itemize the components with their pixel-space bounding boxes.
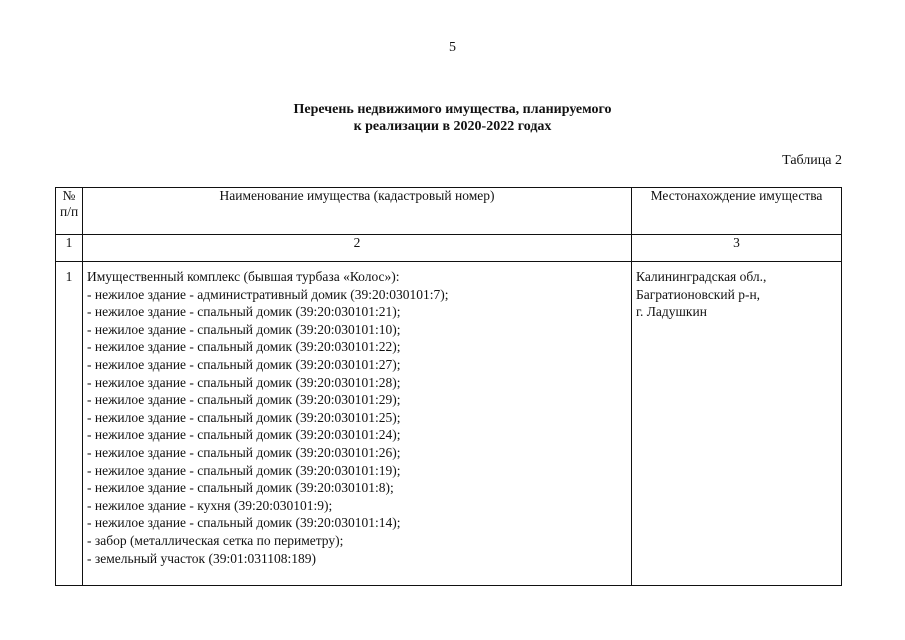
table-row — [56, 262, 842, 586]
property-line: - забор (металлическая сетка по периметру); — [87, 532, 344, 548]
header-number — [56, 188, 83, 235]
header-number-symbol: № — [62, 188, 76, 203]
column-index-1: 1 — [56, 235, 83, 262]
table-label: Таблица 2 — [782, 153, 842, 168]
property-line: - нежилое здание - спальный домик (39:20:030101:14); — [87, 515, 401, 531]
property-line: - нежилое здание - спальный домик (39:20:030101:8); — [87, 480, 394, 496]
document-title-line-1: Перечень недвижимого имущества, планируемого — [293, 102, 612, 117]
column-index-2: 2 — [83, 235, 632, 262]
header-location: Местонахождение имущества — [632, 188, 842, 235]
table-header-row — [56, 188, 842, 235]
property-line: - нежилое здание - спальный домик (39:20:030101:22); — [87, 339, 401, 355]
header-number-abbr: п/п — [60, 204, 79, 219]
location-line: г. Ладушкин — [636, 304, 707, 320]
row-number: 1 — [56, 262, 83, 586]
property-line: - нежилое здание - спальный домик (39:20:030101:21); — [87, 304, 401, 320]
property-line: - нежилое здание - спальный домик (39:20:030101:27); — [87, 356, 401, 372]
property-name-cell — [83, 262, 632, 586]
property-line: - нежилое здание - спальный домик (39:20:030101:19); — [87, 462, 401, 478]
property-line: Имущественный комплекс (бывшая турбаза «Колос»): — [87, 269, 400, 284]
document-title — [0, 101, 905, 135]
property-line: - нежилое здание - спальный домик (39:20:030101:28); — [87, 374, 401, 390]
location-line: Калининградская обл., — [636, 269, 767, 284]
column-index-row — [56, 235, 842, 262]
property-line: - нежилое здание - административный домик (39:20:030101:7); — [87, 286, 449, 302]
property-table — [55, 187, 842, 586]
location-line: Багратионовский р-н, — [636, 286, 761, 302]
document-title-line-2: к реализации в 2020-2022 годах — [353, 119, 552, 134]
property-line: - нежилое здание - спальный домик (39:20:030101:25); — [87, 409, 401, 425]
property-location-cell — [632, 262, 842, 586]
column-index-3: 3 — [632, 235, 842, 262]
page-number: 5 — [449, 40, 456, 55]
property-line: - нежилое здание - спальный домик (39:20:030101:24); — [87, 427, 401, 443]
property-line: - нежилое здание - спальный домик (39:20:030101:29); — [87, 392, 401, 408]
property-line: - нежилое здание - кухня (39:20:030101:9); — [87, 497, 333, 513]
property-line: - нежилое здание - спальный домик (39:20:030101:26); — [87, 444, 401, 460]
property-line: - нежилое здание - спальный домик (39:20:030101:10); — [87, 321, 401, 337]
property-line: - земельный участок (39:01:031108:189) — [87, 550, 316, 566]
header-name: Наименование имущества (кадастровый номер) — [83, 188, 632, 235]
